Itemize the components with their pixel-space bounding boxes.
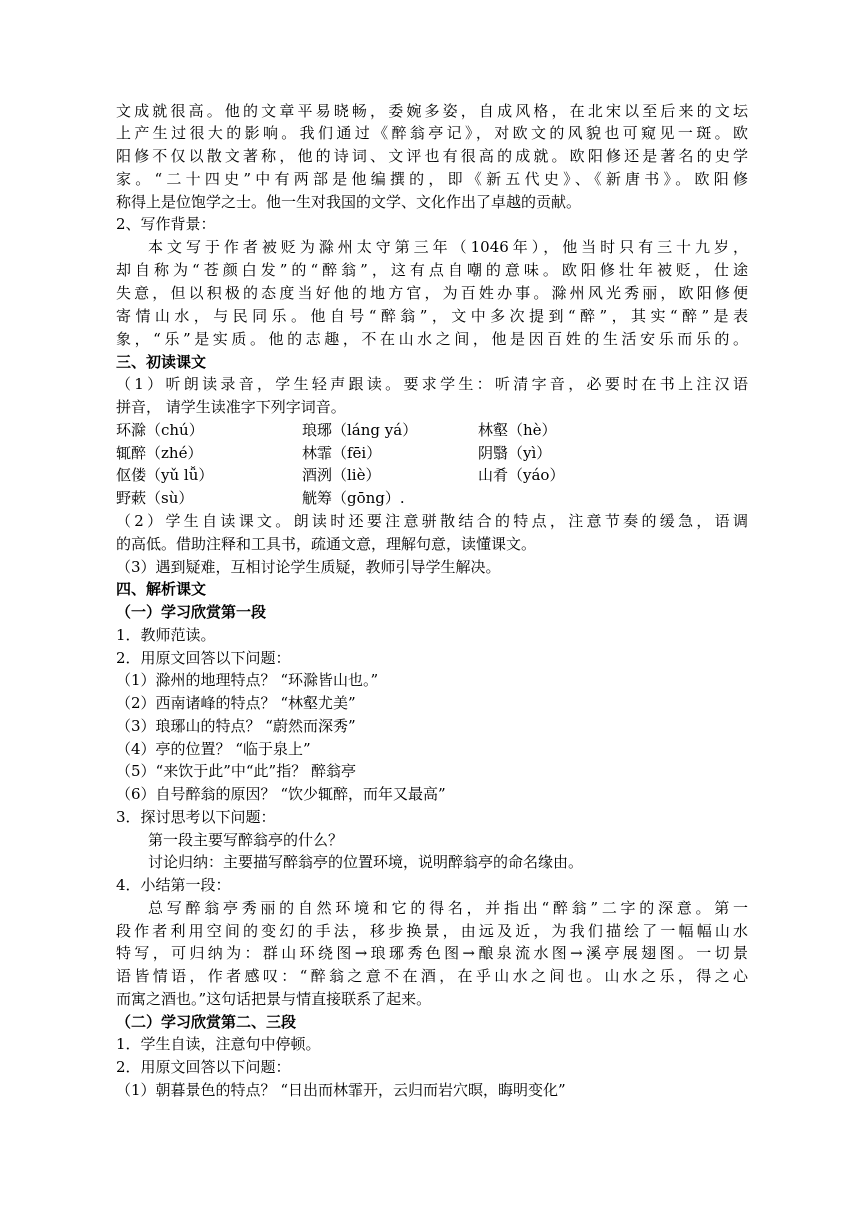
step-line: 2．用原文回答以下问题： — [116, 649, 291, 667]
section-3-item-1: 拼音， 请学生读准字下列字词音。 — [116, 398, 346, 416]
question-line: （4）亭的位置？ “临于泉上” — [116, 740, 311, 758]
pinyin-row — [116, 419, 748, 441]
question-line: （2）西南诸峰的特点？ “林壑尤美” — [116, 694, 356, 712]
pinyin-word: 野蔌（sù） — [116, 489, 194, 507]
discussion-answer: 讨论归纳：主要描写醉翁亭的位置环境，说明醉翁亭的命名缘由。 — [148, 853, 584, 871]
summary-line: 段作者利用空间的变幻的手法，移步换景，由远及近，为我们描绘了一幅幅山水 — [116, 922, 748, 940]
section-4-title: 四、解析课文 — [116, 580, 207, 598]
pinyin-word: 酒洌（liè） — [302, 466, 381, 484]
background-line: 失意，但以积极的态度当好他的地方官，为百姓办事。滁州风光秀丽，欧阳修便 — [116, 284, 748, 302]
step-line: 3．探讨思考以下问题： — [116, 808, 276, 826]
subsection-2-title: （二）学习欣赏第二、三段 — [116, 1013, 297, 1031]
bio-line: 阳修不仅以散文著称，他的诗词、文评也有很高的成就。欧阳修还是著名的史学 — [116, 147, 748, 165]
bio-line: 上产生过很大的影响。我们通过《醉翁亭记》，对欧文的风貌也可窥见一斑。欧 — [116, 124, 748, 142]
pinyin-word: 琅琊（láng yá） — [302, 421, 418, 439]
bio-line: 家。“二十四史”中有两部是他编撰的，即《新五代史》、《新唐书》。欧阳修 — [116, 170, 748, 188]
step-line: 4．小结第一段： — [116, 876, 231, 894]
background-line: 本文写于作者被贬为滁州太守第三年（1046年），他当时只有三十九岁， — [148, 238, 748, 256]
pinyin-word: 辄醉（zhé） — [116, 444, 203, 462]
pinyin-row — [116, 487, 748, 509]
pinyin-word: 林霏（fēi） — [302, 444, 382, 462]
summary-line: 特写，可归纳为：群山环绕图→琅琊秀色图→酿泉流水图→溪亭展翅图。一切景 — [116, 944, 748, 962]
section-3-item-3: （3）遇到疑难，互相讨论学生质疑，教师引导学生解决。 — [116, 558, 501, 576]
discussion-question: 第一段主要写醉翁亭的什么？ — [148, 831, 344, 849]
step-line: 1．教师范读。 — [116, 626, 216, 644]
question-line: （6）自号醉翁的原因？ “饮少辄醉，而年又最高” — [116, 785, 446, 803]
summary-line: 语皆情语，作者感叹：“醉翁之意不在酒，在乎山水之间也。山水之乐，得之心 — [116, 967, 748, 985]
pinyin-word: 环滁（chú） — [116, 421, 204, 439]
background-line: 却自称为“苍颜白发”的“醉翁”，这有点自嘲的意味。欧阳修壮年被贬，仕途 — [116, 261, 748, 279]
pinyin-word: 林壑（hè） — [478, 421, 557, 439]
pinyin-word: 觥筹（gōng）. — [302, 489, 405, 507]
section-3-title: 三、初读课文 — [116, 353, 207, 371]
step-line: 2．用原文回答以下问题： — [116, 1058, 291, 1076]
bio-line: 文成就很高。他的文章平易晓畅，委婉多姿，自成风格，在北宋以至后来的文坛 — [116, 102, 748, 120]
question-line: （1）滁州的地理特点？ “环滁皆山也。” — [116, 671, 379, 689]
section-3-item-2: 的高低。借助注释和工具书，疏通文意，理解句意，读懂课文。 — [116, 535, 537, 553]
pinyin-word: 山肴（yáo） — [478, 466, 565, 484]
subsection-1-title: （一）学习欣赏第一段 — [116, 603, 267, 621]
question-line: （1）朝暮景色的特点？ “日出而林霏开，云归而岩穴暝，晦明变化” — [116, 1081, 566, 1099]
bio-line: 称得上是位饱学之士。他一生对我国的文学、文化作出了卓越的贡献。 — [116, 193, 582, 211]
summary-line: 总写醉翁亭秀丽的自然环境和它的得名，并指出“醉翁”二字的深意。第一 — [148, 899, 748, 917]
background-line: 象，“乐”是实质。他的志趣，不在山水之间，他是因百姓的生活安乐而乐的。 — [116, 330, 748, 348]
step-line: 1．学生自读，注意句中停顿。 — [116, 1035, 321, 1053]
section-3-item-1: （1）听朗读录音，学生轻声跟读。要求学生：听清字音，必要时在书上注汉语 — [116, 375, 748, 393]
section-3-item-2: （2）学生自读课文。朗读时还要注意骈散结合的特点，注意节奏的缓急，语调 — [116, 512, 748, 530]
background-line: 寄情山水，与民同乐。他自号“醉翁”，文中多次提到“醉”，其实“醉”是表 — [116, 307, 748, 325]
pinyin-word: 阴翳（yì） — [478, 444, 552, 462]
pinyin-row — [116, 442, 748, 464]
background-heading: 2、写作背景： — [116, 215, 216, 233]
question-line: （3）琅琊山的特点？ “蔚然而深秀” — [116, 717, 356, 735]
pinyin-word: 伛偻（yǔ lǚ） — [116, 466, 214, 484]
pinyin-row — [116, 464, 748, 486]
summary-line: 而寓之酒也。”这句话把景与情直接联系了起来。 — [116, 990, 432, 1008]
question-line: （5）“来饮于此”中“此”指？ 醉翁亭 — [116, 762, 356, 780]
